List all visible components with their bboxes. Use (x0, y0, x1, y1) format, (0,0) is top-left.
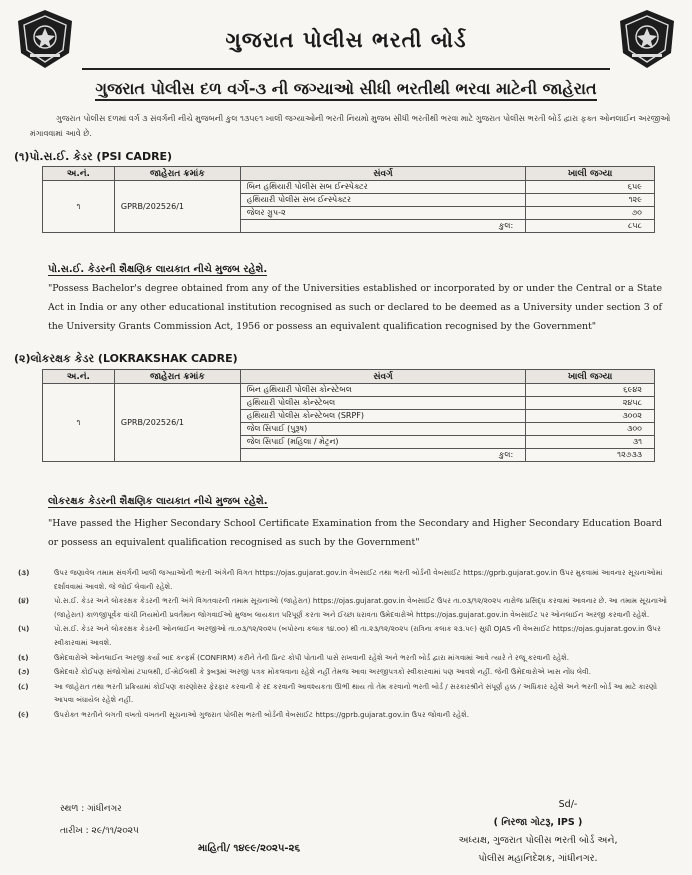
police-emblem-icon (616, 8, 678, 70)
column-header: અ.નં. (43, 167, 115, 181)
vacancy-count: ૧૨૯ (526, 194, 655, 207)
column-header: ખાલી જગ્યા (526, 167, 655, 181)
signature-block (420, 796, 656, 868)
note-text: ઉમેદવારોએ ઓનલાઈન અરજી કર્યા બાદ કન્ફર્મ (CONFIRM) કરીને તેની પ્રિન્ટ કોપી પોતાની પાસે રાખવાની રહેશે અને ભરતી બોર્ડ દ્વારા માંગવામાં આવે ત્યારે તે રજૂ કરવાની રહેશે. (54, 652, 570, 662)
lrd-cadre-heading: (૨)લોકરક્ષક કેડર (LOKRAKSHAK CADRE) (14, 352, 238, 365)
list-item (18, 665, 678, 679)
column-header: સંવર્ગ (240, 370, 525, 384)
vacancy-count: ૬૯૪૨ (526, 384, 655, 397)
note-text: આ જાહેરાત તથા ભરતી પ્રક્રિયામાં કોઈપણ કારણોસર ફેરફાર કરવાની કે રદ કરવાની આવશ્યકતા ઊભી થાય તો તેમ કરવાનો ભરતી બોર્ડ / સરકારશ્રીને સંપૂર્ણ હક્ક / અધિકાર રહેશે અને ભરતી બોર્ડ આ માટે કારણો આપવા બંધાયેલ રહેશે નહીં. (54, 681, 658, 705)
note-text: પો.સ.ઈ. કેડર અને લોકરક્ષક કેડરની ભરતી અંગે વિગતવારની તમામ સૂચનાઓ (જાહેરાત) https://ojas.gujarat.gov.in વેબસાઈટ ઉપર તા.૦૩/૧૨/૨૦૨૫ નારોજ પ્રસિદ્ધ કરવામાં આવનાર છે. આ તમામ સૂચનાઓ (જાહેરાત) કાળજીપૂર્વક વાંચી નિયમોની પ્રવર્તમાન જોગવાઈઓ મુજબ લાયકાત પરિપૂર્ણ કરતા અને ઈચ્છા ધરાવતા ઉમેદવારોએ https://ojas.gujarat.gov.in વેબસાઈટ પર ઓનલાઈન અરજી કરવાની રહેશે. (54, 596, 668, 619)
vacancy-count: ૩૦૦૨ (526, 410, 655, 423)
vacancy-count: ૨૪૫૮ (526, 397, 655, 410)
place-text: સ્થળ : ગાંધીનગર (60, 804, 122, 814)
table-header-row (43, 370, 655, 384)
note-number: (૫) (18, 624, 30, 634)
lrd-qualification-heading (48, 496, 268, 507)
list-item (18, 594, 678, 621)
psi-qualification-heading (48, 264, 267, 275)
cadre-name: હથિયારી પોલીસ કોન્સ્ટેબલ (SRPF) (240, 410, 525, 423)
signatory-designation: પોલીસ મહાનિદેશક, ગાંધીનગર. (478, 853, 598, 864)
cadre-name: હથિયારી પોલીસ સબ ઈન્સ્પેક્ટર (240, 194, 525, 207)
column-header: જાહેરાત ક્રમાંક (114, 167, 240, 181)
intro-paragraph: ગુજરાત પોલીસ દળમાં વર્ગ ૩ સંવર્ગની નીચે મુજબની કુલ ૧૩૫૯૧ ખાલી જગ્યાઓની ભરતી નિયમો મુજબ સીધી ભરતીથી ભરવા માટે ગુજરાત પોલીસ ભરતી બોર્ડ દ્વારા ફક્ત ઓનલાઈન અરજીઓ મંગાવવામાં આવે છે. (30, 114, 671, 138)
column-header: ખાલી જગ્યા (526, 370, 655, 384)
advertisement-number: GPRB/202526/1 (114, 384, 240, 462)
psi-qualification-text: "Possess Bachelor's degree obtained from any of the Universities established or incorporated by or under the Central or a State Act in India or any other educational institution recognised as such or declared to be deemed as a University under section 3 of the University Grants Commission Act, 1956 or possess an equivalent qualification recognised by the Government" (48, 283, 662, 332)
note-number: (૯) (18, 709, 29, 719)
header-divider (82, 68, 610, 70)
total-vacancy: ૮૫૮ (526, 220, 655, 233)
column-header: જાહેરાત ક્રમાંક (114, 370, 240, 384)
table-row (43, 181, 655, 194)
list-item (18, 622, 678, 649)
date-text: તારીખ : ૨૯/૧૧/૨૦૨૫ (60, 826, 139, 836)
note-number: (૩) (18, 568, 30, 577)
signed-mark: Sd/- (558, 799, 578, 810)
place-and-date (60, 798, 139, 842)
total-label: કુલ: (240, 449, 525, 462)
reference-number: માહિતી/ ૧૪૯૯/૨૦૨૫-૨૬ (198, 843, 301, 854)
cadre-name: જેલર ગ્રુપ-૨ (240, 207, 525, 220)
psi-vacancy-table (42, 166, 655, 233)
table-header-row (43, 167, 655, 181)
board-title: ગુજરાત પોલીસ ભરતી બોર્ડ (225, 28, 467, 52)
lrd-qualification-text: "Have passed the Higher Secondary School Certificate Examination from the Secondary and Higher Secondary Education Board or possess an equivalent qualification recognised as such by the Government" (48, 518, 662, 548)
note-number: (૭) (18, 667, 30, 677)
note-text: ઉપરોક્ત ભરતીને લગતી વખતો વખતની સૂચનાઓ ગુજરાત પોલીસ ભરતી બોર્ડની વેબસાઈટ https://gprb.gujarat.gov.in ઉપર જોવાની રહેશે. (54, 709, 470, 719)
column-header: સંવર્ગ (240, 167, 525, 181)
note-number: (૬) (18, 652, 29, 662)
cadre-name: હથિયારી પોલીસ કોન્સ્ટેબલ (240, 397, 525, 410)
lrd-vacancy-table (42, 369, 655, 462)
signatory-name: ( નિરજા ગોટરૂ, IPS ) (493, 817, 583, 828)
cadre-name: જેલ સિપાઈ (પુરૂષ) (240, 423, 525, 436)
list-item (18, 680, 678, 707)
note-number: (૮) (18, 681, 29, 691)
note-number: (૪) (18, 596, 30, 606)
note-text: ઉપર જણાવેલ તમામ સંવર્ગની ખાલી જગ્યાઓની ભરતી અંગેની વિગત https://ojas.gujarat.gov.in વેબસાઈટ તથા ભરતી બોર્ડની વેબસાઈટ https://gprb.gujarat.gov.in ઉપર મુકવામાં આવનાર સૂચનાઓમાં દર્શાવવામાં આવશે. જે જોઈ લેવાની રહેશે. (54, 568, 663, 591)
note-text: ઉમેદવારે કોઈપણ સંજોગોમાં ટપાલથી, ઈ-મેઈલથી કે રૂબરૂમાં અરજી પત્રક મોકલવાના રહેશે નહીં તેમજ આવા અરજીપત્રકો સ્વીકારવામાં પણ આવશે નહીં. જેની ઉમેદવારોએ ખાસ નોંધ લેવી. (54, 667, 591, 677)
cadre-name: બિન હથિયારી પોલીસ સબ ઈન્સ્પેક્ટર (240, 181, 525, 194)
vacancy-count: ૩૧ (526, 436, 655, 449)
serial-number: ૧ (43, 384, 115, 462)
total-vacancy: ૧૨૭૩૩ (526, 449, 655, 462)
vacancy-count: ૭૦ (526, 207, 655, 220)
note-text: પો.સ.ઈ. કેડર અને લોકરક્ષક કેડરની ઓનલાઈન અરજીઓ તા.૦૩/૧૨/૨૦૨૫ (બપોરના કલાક ૧૪.૦૦) થી તા.૨૩/૧૨/૨૦૨૫ (રાત્રિના કલાક ૨૩.૫૯) સુધી OJAS ની વેબસાઈટ https://ojas.gujarat.gov.in ઉપર સ્વીકારવામાં આવશે. (54, 624, 661, 647)
lrd-qualification-heading-text: લોકરક્ષક કેડરની શૈક્ષણિક લાયકાત નીચે મુજબ રહેશે. (48, 496, 268, 507)
vacancy-count: ૬૫૯ (526, 181, 655, 194)
cadre-name: બિન હથિયારી પોલીસ કોન્સ્ટેબલ (240, 384, 525, 397)
vacancy-count: ૩૦૦ (526, 423, 655, 436)
cadre-name: જેલ સિપાઈ (મહિલા / મેટ્રન) (240, 436, 525, 449)
list-item (18, 651, 678, 665)
psi-cadre-heading: (૧)પો.સ.ઈ. કેડર (PSI CADRE) (14, 150, 173, 163)
psi-qualification-heading-text: પો.સ.ઈ. કેડરની શૈક્ષણિક લાયકાત નીચે મુજબ રહેશે. (48, 264, 268, 275)
serial-number: ૧ (43, 181, 115, 233)
table-row (43, 384, 655, 397)
signatory-designation: અધ્યક્ષ, ગુજરાત પોલીસ ભરતી બોર્ડ અને, (458, 835, 618, 846)
list-item (18, 708, 678, 722)
advertisement-number: GPRB/202526/1 (114, 181, 240, 233)
notes-list (18, 566, 678, 723)
column-header: અ.નં. (43, 370, 115, 384)
advertisement-title-text: ગુજરાત પોલીસ દળ વર્ગ-૩ ની જગ્યાઓ સીધી ભરતીથી ભરવા માટેની જાહેરાત (95, 79, 596, 101)
list-item (18, 566, 678, 593)
total-label: કુલ: (240, 220, 525, 233)
police-emblem-icon (14, 8, 76, 70)
advertisement-title (0, 79, 692, 99)
